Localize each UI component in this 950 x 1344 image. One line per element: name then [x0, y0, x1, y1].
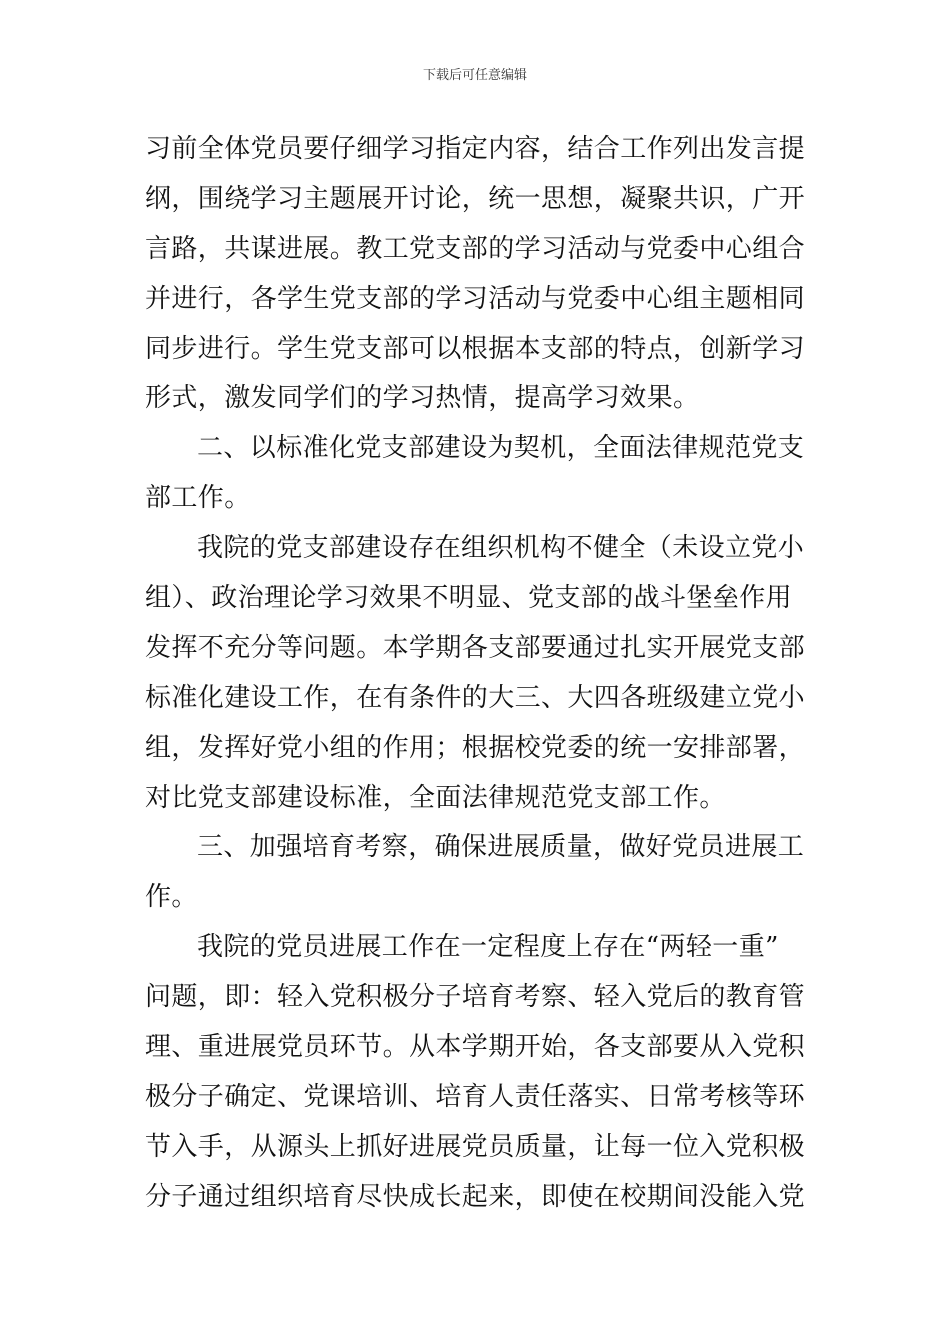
text-line: 对比党支部建设标准，全面法律规范党支部工作。 [145, 782, 726, 813]
text-line: 问题，即：轻入党积极分子培育考察、轻入党后的教育管 [145, 982, 806, 1013]
text-line: 同步进行。学生党支部可以根据本支部的特点，创新学习 [145, 333, 806, 364]
text-line: 标准化建设工作，在有条件的大三、大四各班级建立党小 [145, 682, 806, 713]
paragraph [145, 125, 815, 424]
page-header-note: 下载后可任意编辑 [422, 68, 527, 83]
text-line: 二、以标准化党支部建设为契机，全面法律规范党支 [197, 433, 805, 464]
text-line: 三、加强培育考察，确保进展质量，做好党员进展工 [197, 832, 805, 863]
text-line: 部工作。 [145, 483, 251, 514]
text-line: 言路，共谋进展。教工党支部的学习活动与党委中心组合 [145, 233, 806, 264]
text-line: 并进行，各学生党支部的学习活动与党委中心组主题相同 [145, 283, 806, 314]
text-line: 习前全体党员要仔细学习指定内容，结合工作列出发言提 [145, 134, 806, 164]
text-line: 我院的党支部建设存在组织机构不健全（未设立党小 [197, 533, 805, 564]
text-line: 纲，围绕学习主题展开讨论，统一思想，凝聚共识，广开 [145, 183, 806, 214]
paragraph [145, 823, 815, 923]
text-line: 作。 [145, 882, 198, 913]
text-line: 组，发挥好党小组的作用；根据校党委的统一安排部署， [145, 732, 806, 763]
text-line: 理、重进展党员环节。从本学期开始，各支部要从入党积 [145, 1032, 806, 1063]
text-line: 发挥不充分等问题。本学期各支部要通过扎实开展党支部 [145, 632, 806, 663]
document-body [145, 125, 815, 1223]
paragraph [145, 524, 815, 823]
text-line: 我院的党员进展工作在一定程度上存在“两轻一重” [197, 932, 779, 963]
paragraph [145, 923, 815, 1222]
text-line: 形式，激发同学们的学习热情，提高学习效果。 [145, 383, 700, 414]
text-line: 组）、政治理论学习效果不明显、党支部的战斗堡垒作用 [145, 583, 793, 614]
paragraph [145, 424, 815, 524]
text-line: 节入手，从源头上抓好进展党员质量，让每一位入党积极 [145, 1131, 806, 1162]
text-line: 分子通过组织培育尽快成长起来，即使在校期间没能入党 [145, 1181, 806, 1212]
text-line: 极分子确定、党课培训、培育人责任落实、日常考核等环 [145, 1081, 806, 1112]
